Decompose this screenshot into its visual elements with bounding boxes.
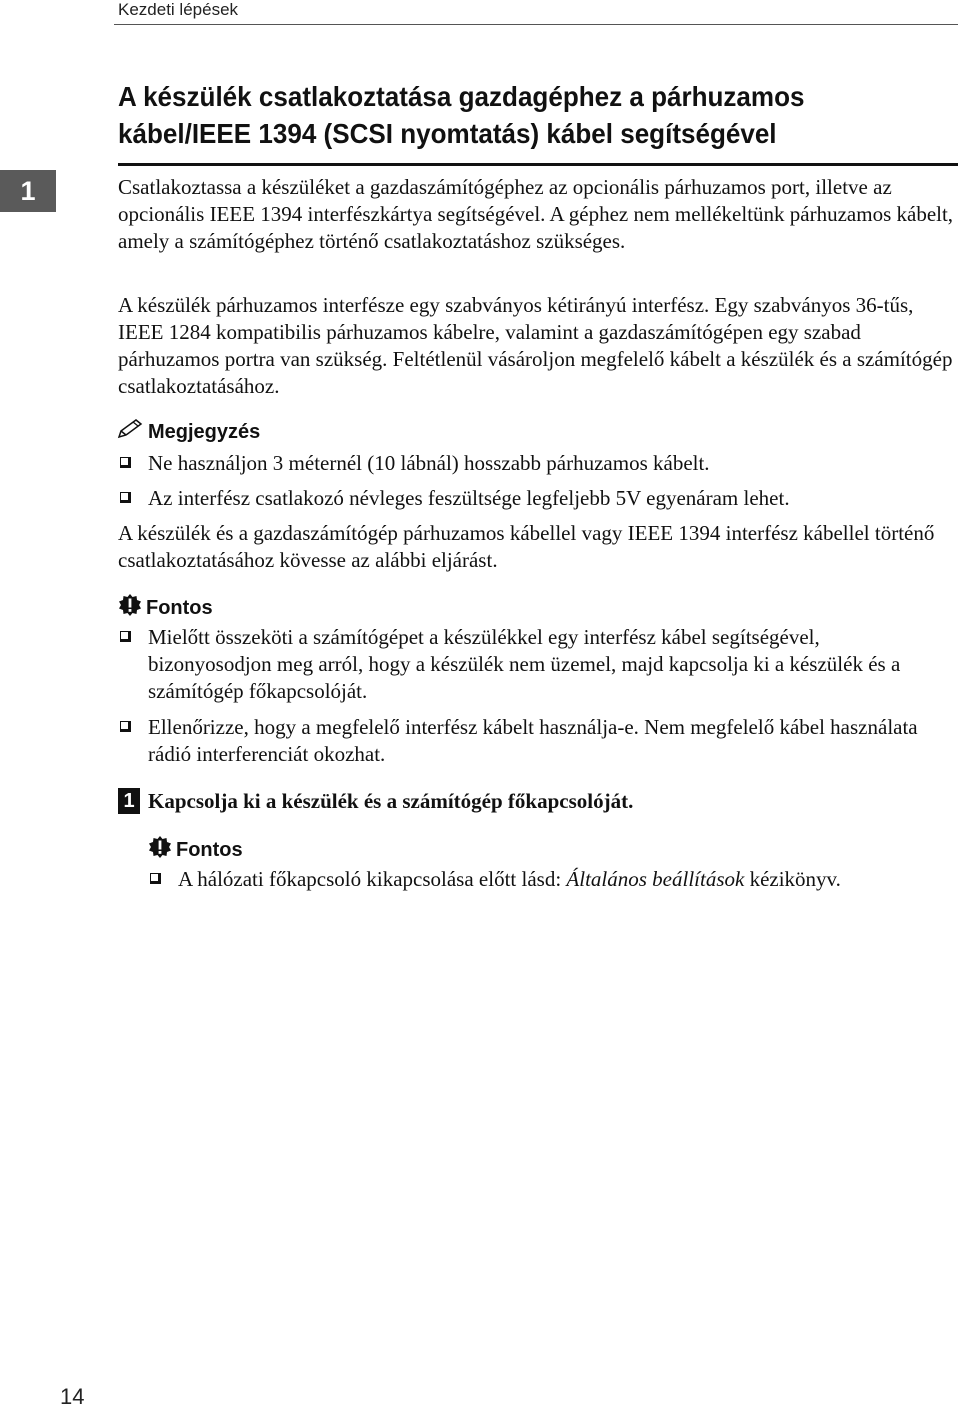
- step-number-badge: 1: [118, 788, 140, 814]
- note-heading-label: Megjegyzés: [148, 420, 261, 443]
- important-item-text: Mielőtt összeköti a számítógépet a készülékkel egy interfész kábel segítségével, bizonyosodjon meg arról, hogy a készülék nem üzemel, majd kapcsolja ki a készülék és a számítógép főkapcsolóját.: [148, 625, 901, 703]
- checkbox-bullet-icon: [118, 714, 148, 768]
- checkbox-bullet-icon: [118, 624, 148, 705]
- checkbox-bullet-icon: [118, 450, 148, 477]
- intro-paragraph-2: A készülék párhuzamos interfésze egy szabványos kétirányú interfész. Egy szabványos 36-tűs, IEEE 1284 kompatibilis párhuzamos kábelre, valamint a gazdaszámítógépen egy szabad párhuzamos portra van szükség. Feltétlenül vásároljon megfelelő kábelt a készülék és a számítógép csatlakoztatásához.: [118, 293, 953, 398]
- pencil-icon: [116, 418, 144, 446]
- note-heading: [116, 418, 260, 446]
- running-head: Kezdeti lépések: [118, 0, 239, 19]
- page-number: 14: [60, 1384, 85, 1409]
- important-heading: [118, 593, 213, 623]
- note-item-text: Az interfész csatlakozó névleges feszültsége legfeljebb 5V egyenáram lehet.: [148, 486, 790, 510]
- exclamation-badge-icon: [148, 835, 172, 865]
- step-important-heading-label: Fontos: [176, 838, 243, 861]
- note-item-text: Ne használjon 3 méternél (10 lábnál) hosszabb párhuzamos kábelt.: [148, 451, 710, 475]
- section-title: A készülék csatlakoztatása gazdagéphez a párhuzamos kábel/IEEE 1394 (SCSI nyomtatás) kábel segítségével: [118, 81, 805, 149]
- step-1-text: Kapcsolja ki a készülék és a számítógép főkapcsolóját.: [148, 789, 634, 813]
- step-important-heading: [148, 835, 243, 865]
- step-important-item-text: [178, 866, 841, 893]
- procedure-intro: A készülék és a gazdaszámítógép párhuzamos kábellel vagy IEEE 1394 interfész kábellel történő csatlakoztatásához kövesse az alábbi eljárást.: [118, 521, 935, 572]
- exclamation-badge-icon: [118, 593, 142, 623]
- important-item-text: Ellenőrizze, hogy a megfelelő interfész kábelt használja-e. Nem megfelelő kábel használata rádió interferenciát okozhat.: [148, 715, 918, 766]
- step-important-item: [148, 866, 868, 893]
- checkbox-bullet-icon: [118, 485, 148, 512]
- important-item: [118, 624, 948, 705]
- step-important-suffix: kézikönyv.: [744, 867, 841, 891]
- manual-reference: Általános beállítások: [566, 867, 745, 891]
- step-important-prefix: A hálózati főkapcsoló kikapcsolása előtt lásd:: [178, 867, 567, 891]
- header-rule: [114, 24, 958, 25]
- title-rule: [118, 163, 958, 166]
- note-item: [118, 485, 948, 512]
- important-item: [118, 714, 948, 768]
- important-heading-label: Fontos: [146, 596, 213, 619]
- chapter-tab: 1: [0, 170, 56, 212]
- checkbox-bullet-icon: [148, 866, 178, 893]
- note-item: [118, 450, 948, 477]
- intro-paragraph-1: Csatlakoztassa a készüléket a gazdaszámítógéphez az opcionális párhuzamos port, illetve az opcionális IEEE 1394 interfészkártya segítségével. A géphez nem mellékeltünk párhuzamos kábelt, amely a számítógéphez történő csatlakoztatáshoz szükséges.: [118, 175, 954, 253]
